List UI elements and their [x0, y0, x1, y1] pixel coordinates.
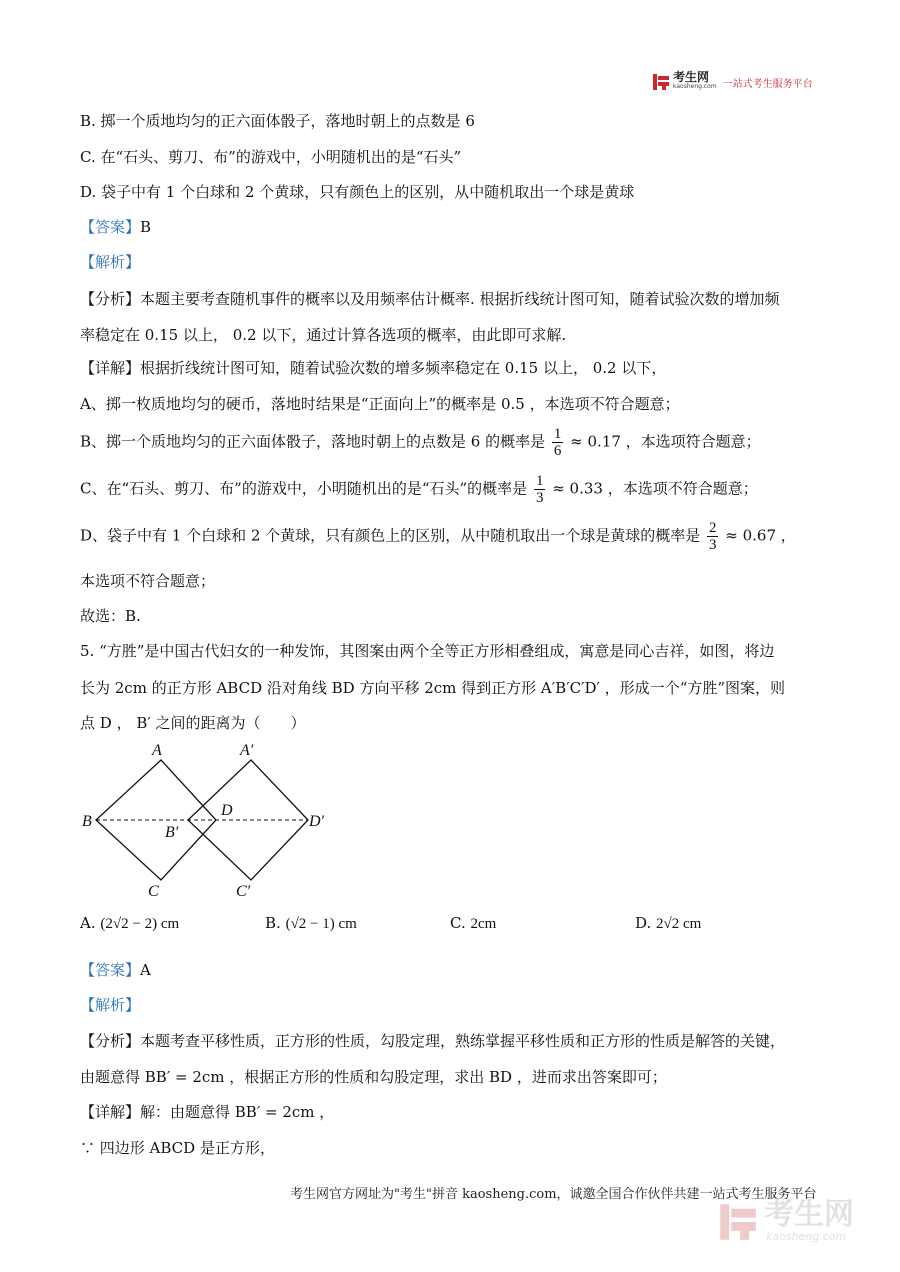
q4-line-a: A、掷一枚质地均匀的硬币，落地时结果是“正面向上”的概率是 0.5 ，本选项不符合题意；	[80, 395, 680, 413]
q5-fenxi-line-1	[80, 1030, 785, 1051]
line-c-text: C、在“石头、剪刀、布”的游戏中，小明随机出的是“石头”的概率是	[80, 479, 528, 498]
label-b: B	[82, 813, 92, 830]
q4-xiangjie-line	[80, 357, 666, 378]
option-c-label: C.	[450, 914, 466, 932]
q4-option-c: C. 在“石头、剪刀、布”的游戏中，小明随机出的是“石头”	[80, 148, 462, 166]
watermark	[718, 1197, 854, 1243]
xiangjie-text: 根据折线统计图可知，随着试验次数的增多频率稳定在 0.15 以上， 0.2 以下，	[140, 359, 667, 377]
frac-numerator: 2	[708, 520, 717, 536]
option-d-value: 2√2 cm	[656, 916, 702, 932]
logo-icon	[652, 73, 670, 91]
logo-slogan: 一站式考生服务平台	[722, 78, 813, 90]
label-c: C	[148, 883, 159, 900]
q4-fenxi-line-2: 率稳定在 0.15 以上， 0.2 以下，通过计算各选项的概率，由此即可求解.	[80, 326, 567, 344]
fraction-one-third	[534, 473, 546, 506]
fangsheng-figure	[76, 738, 346, 903]
fenxi-tag: 【分析】	[80, 290, 141, 308]
line-d-result: ≈ 0.67 ，	[725, 526, 796, 545]
frac-denominator: 6	[553, 443, 562, 459]
q5-option-b	[265, 914, 357, 933]
answer-tag: 【答案】	[80, 218, 141, 236]
q5-option-a	[80, 914, 179, 933]
logo-url: kaosheng.com	[673, 83, 717, 90]
option-d-label: D.	[635, 914, 652, 932]
square-a2b2c2d2	[188, 760, 308, 880]
xiangjie-tag: 【详解】	[80, 1103, 141, 1121]
frac-denominator: 3	[708, 537, 717, 553]
option-c-value: 2cm	[470, 916, 497, 932]
answer-tag: 【答案】	[80, 961, 141, 979]
q5-option-d	[635, 914, 701, 933]
q5-stem-line-1: 5. “方胜”是中国古代妇女的一种发饰，其图案由两个全等正方形相叠组成，寓意是同心吉祥，如图，将边	[80, 642, 775, 660]
label-d: D	[221, 802, 233, 819]
q4-line-d	[80, 520, 796, 553]
site-logo	[652, 72, 813, 92]
q5-jiexi-tag: 【解析】	[80, 996, 141, 1014]
q4-fenxi-line-1	[80, 288, 780, 309]
xiangjie-text: 解：由题意得 BB′ = 2cm ，	[140, 1103, 335, 1121]
option-b-value: (√2 − 1) cm	[285, 916, 357, 932]
label-d-prime: D′	[309, 813, 325, 830]
option-a-value: (2√2 − 2) cm	[100, 916, 180, 932]
option-b-label: B.	[265, 914, 281, 932]
line-b-result: ≈ 0.17 ，本选项符合题意；	[570, 432, 761, 451]
q4-guxuan: 故选：B.	[80, 607, 141, 625]
option-a-label: A.	[80, 914, 96, 932]
answer-value: A	[140, 961, 151, 979]
frac-numerator: 1	[535, 473, 544, 489]
q5-answer	[80, 959, 151, 980]
line-b-text: B、掷一个质地均匀的正六面体骰子，落地时朝上的点数是 6 的概率是	[80, 432, 546, 451]
watermark-url: kaosheng.com	[766, 1230, 847, 1243]
label-a: A	[152, 742, 162, 759]
q5-fenxi-line-2: 由题意得 BB′ = 2cm ，根据正方形的性质和勾股定理，求出 BD ，进而求出答案即可；	[80, 1068, 667, 1086]
label-c-prime: C′	[236, 883, 251, 900]
q4-option-d: D. 袋子中有 1 个白球和 2 个黄球，只有颜色上的区别，从中随机取出一个球是黄球	[80, 183, 635, 201]
xiangjie-tag: 【详解】	[80, 359, 141, 377]
label-b-prime: B′	[165, 824, 179, 841]
fenxi-text: 本题主要考查随机事件的概率以及用频率估计概率. 根据折线统计图可知，随着试验次数的增加频	[140, 290, 780, 308]
page-footer: 考生网官方网址为"考生"拼音 kaosheng.com，诚邀全国合作伙伴共建一站式考生服务平台	[290, 1187, 817, 1202]
q4-line-d-cont: 本选项不符合题意；	[80, 572, 216, 590]
q4-line-b	[80, 426, 761, 459]
q5-option-c	[450, 914, 496, 933]
q4-answer	[80, 216, 151, 237]
fenxi-text: 本题考查平移性质，正方形的性质，勾股定理，熟练掌握平移性质和正方形的性质是解答的关键，	[140, 1032, 786, 1050]
logo-text: 考生网	[673, 70, 710, 84]
fraction-one-sixth	[552, 426, 564, 459]
answer-value: B	[140, 218, 152, 236]
q5-xiangjie-line	[80, 1101, 334, 1122]
line-d-text: D、袋子中有 1 个白球和 2 个黄球，只有颜色上的区别，从中随机取出一个球是黄球的概率是	[80, 526, 701, 545]
q5-stem-line-2: 长为 2cm 的正方形 ABCD 沿对角线 BD 方向平移 2cm 得到正方形 A′B′C′D′ ，形成一个“方胜”图案，则	[80, 679, 786, 697]
fenxi-tag: 【分析】	[80, 1032, 141, 1050]
q4-jiexi-tag: 【解析】	[80, 253, 141, 271]
watermark-text: 考生网	[764, 1197, 854, 1232]
line-c-result: ≈ 0.33 ，本选项不符合题意；	[552, 479, 758, 498]
frac-denominator: 3	[535, 490, 544, 506]
q5-stem-line-3: 点 D ， B′ 之间的距离为（ ）	[80, 714, 306, 732]
q5-because-line: ∵ 四边形 ABCD 是正方形，	[80, 1139, 275, 1157]
fraction-two-thirds	[707, 520, 719, 553]
frac-numerator: 1	[553, 426, 562, 442]
watermark-logo-icon	[718, 1202, 758, 1242]
q4-line-c	[80, 473, 758, 506]
q4-option-b: B. 掷一个质地均匀的正六面体骰子，落地时朝上的点数是 6	[80, 112, 475, 130]
label-a-prime: A′	[240, 742, 254, 759]
